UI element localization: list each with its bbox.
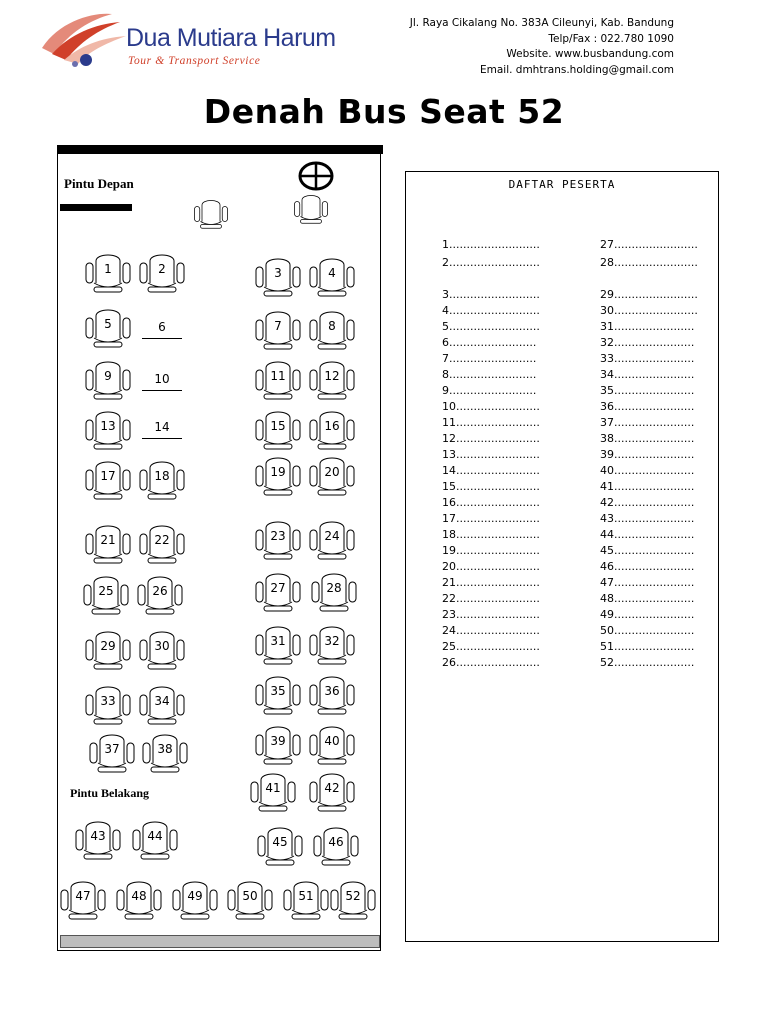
seat-number: 46: [328, 835, 344, 849]
bus-top-bar: [57, 145, 383, 154]
seat-24: [304, 516, 360, 568]
seat-52: [325, 876, 381, 928]
participant-row: 38.......................: [600, 432, 695, 445]
seat-20: [304, 452, 360, 504]
seat-3: [250, 253, 306, 305]
seat-number: 26: [152, 584, 168, 598]
seat-46: [308, 822, 364, 874]
brand-tagline: Tour & Transport Service: [128, 55, 261, 67]
participant-row: 8.........................: [442, 368, 537, 381]
seat-32: [304, 621, 360, 673]
participant-row: 46.......................: [600, 560, 695, 573]
seat-number: 17: [100, 469, 116, 483]
participant-row: 37.......................: [600, 416, 695, 429]
seat-30: [134, 626, 190, 678]
participant-row: 22........................: [442, 592, 540, 605]
participant-row: 50.......................: [600, 624, 695, 637]
seat-15: [250, 406, 306, 458]
seat-number: 45: [272, 835, 288, 849]
seat-number: 31: [270, 634, 286, 648]
participant-row: 14........................: [442, 464, 540, 477]
seat-number: 15: [270, 419, 286, 433]
participant-row: 34.......................: [600, 368, 695, 381]
seat-45: [252, 822, 308, 874]
seat-number: 30: [154, 639, 170, 653]
seat-48: [111, 876, 167, 928]
participant-row: 32.......................: [600, 336, 695, 349]
seat-23: [250, 516, 306, 568]
seat-number: 35: [270, 684, 286, 698]
front-door-bar: [60, 204, 132, 211]
participant-row: 43.......................: [600, 512, 695, 525]
participant-row: 51.......................: [600, 640, 695, 653]
participant-row: 7.........................: [442, 352, 537, 365]
seat-38: [137, 729, 193, 781]
participant-row: 44.......................: [600, 528, 695, 541]
participant-row: 52.......................: [600, 656, 695, 669]
participant-row: 6.........................: [442, 336, 537, 349]
bus-rear-bar: [60, 935, 380, 948]
seat-5: [80, 304, 136, 356]
seat-25: [78, 571, 134, 623]
website-text: Website. www.busbandung.com: [506, 48, 674, 60]
participant-row: 11........................: [442, 416, 540, 429]
participant-row: 29........................: [600, 288, 698, 301]
page-title: Denah Bus Seat 52: [203, 92, 565, 131]
seat-number: 2: [158, 262, 166, 276]
seat-number: 51: [298, 889, 314, 903]
seat-number: 34: [154, 694, 170, 708]
participant-row: 12........................: [442, 432, 540, 445]
seat-number: 44: [147, 829, 163, 843]
seat-22: [134, 520, 190, 572]
logo-swoosh-icon: [40, 10, 130, 72]
contact-info: [410, 16, 674, 78]
participant-row: 2..........................: [442, 256, 540, 269]
participant-row: 25........................: [442, 640, 540, 653]
seat-13: [80, 406, 136, 458]
seat-number: 32: [324, 634, 340, 648]
seat-number: 7: [274, 319, 282, 333]
participant-row: 45.......................: [600, 544, 695, 557]
seat-31: [250, 621, 306, 673]
seat-number: 18: [154, 469, 170, 483]
participant-row: 5..........................: [442, 320, 540, 333]
seat-1: [80, 249, 136, 301]
participant-row: 3..........................: [442, 288, 540, 301]
seat-number: 50: [242, 889, 258, 903]
seat-number: 12: [324, 369, 340, 383]
seat-number: 25: [98, 584, 114, 598]
seat-number: 9: [104, 369, 112, 383]
seat-number: 3: [274, 266, 282, 280]
seat-number: 39: [270, 734, 286, 748]
participant-row: 4..........................: [442, 304, 540, 317]
seat-number: 43: [90, 829, 106, 843]
phone-text: Telp/Fax : 022.780 1090: [548, 32, 674, 45]
crew-seat: [290, 191, 332, 230]
seat-number: 47: [75, 889, 91, 903]
participant-row: 18........................: [442, 528, 540, 541]
participant-row: 40.......................: [600, 464, 695, 477]
participant-row: 21........................: [442, 576, 540, 589]
seat-number: 21: [100, 533, 116, 547]
participant-row: 48.......................: [600, 592, 695, 605]
seat-number: 38: [157, 742, 173, 756]
participant-row: 35.......................: [600, 384, 695, 397]
email-text: Email. dmhtrans.holding@gmail.com: [479, 63, 674, 76]
seat-6: 6: [142, 320, 182, 339]
seat-number: 5: [104, 317, 112, 331]
seat-35: [250, 671, 306, 723]
brand-name: Dua Mutiara Harum: [126, 24, 336, 52]
seat-number: 41: [265, 781, 281, 795]
seat-number: 33: [100, 694, 116, 708]
seat-41: [245, 768, 301, 820]
participant-row: 30........................: [600, 304, 698, 317]
seat-21: [80, 520, 136, 572]
participant-row: 47.......................: [600, 576, 695, 589]
seat-number: 48: [131, 889, 147, 903]
participant-row: 23........................: [442, 608, 540, 621]
seat-number: 11: [270, 369, 286, 383]
seat-number: 42: [324, 781, 340, 795]
seat-18: [134, 456, 190, 508]
address-text: Jl. Raya Cikalang No. 383A Cileunyi, Kab. Bandung: [409, 17, 674, 29]
seat-39: [250, 721, 306, 773]
seat-28: [306, 568, 362, 620]
seat-4: [304, 253, 360, 305]
participant-row: 26........................: [442, 656, 540, 669]
seat-number: 4: [328, 266, 336, 280]
seat-number: 27: [270, 581, 286, 595]
seat-number: 36: [324, 684, 340, 698]
seat-number: 23: [270, 529, 286, 543]
seat-number: 16: [324, 419, 340, 433]
seat-icon: [290, 191, 332, 230]
seat-number: 19: [270, 465, 286, 479]
participant-row: 10........................: [442, 400, 540, 413]
seat-17: [80, 456, 136, 508]
steering-wheel-icon: [298, 161, 334, 191]
seat-36: [304, 671, 360, 723]
seat-12: [304, 356, 360, 408]
seat-49: [167, 876, 223, 928]
seat-44: [127, 816, 183, 868]
seat-number: 1: [104, 262, 112, 276]
crew-seat: [190, 196, 232, 235]
seat-number: 49: [187, 889, 203, 903]
participant-list: [405, 171, 719, 942]
seat-number: 8: [328, 319, 336, 333]
participant-row: 20........................: [442, 560, 540, 573]
seat-14: 14: [142, 420, 182, 439]
participant-row: 33.......................: [600, 352, 695, 365]
participant-row: 17........................: [442, 512, 540, 525]
participant-row: 28........................: [600, 256, 698, 269]
participant-row: 42.......................: [600, 496, 695, 509]
seat-29: [80, 626, 136, 678]
seat-number: 29: [100, 639, 116, 653]
seat-icon: [190, 196, 232, 235]
participant-row: 41.......................: [600, 480, 695, 493]
seat-43: [70, 816, 126, 868]
seat-47: [55, 876, 111, 928]
seat-number: 52: [345, 889, 361, 903]
participant-row: 13........................: [442, 448, 540, 461]
seat-8: [304, 306, 360, 358]
participant-row: 39.......................: [600, 448, 695, 461]
participant-row: 9.........................: [442, 384, 537, 397]
participant-row: 27........................: [600, 238, 698, 251]
seat-16: [304, 406, 360, 458]
rear-door-label: Pintu Belakang: [70, 786, 150, 800]
seat-40: [304, 721, 360, 773]
seat-number: 13: [100, 419, 116, 433]
seat-number: 22: [154, 533, 170, 547]
participant-row: 36.......................: [600, 400, 695, 413]
bus-layout: [57, 145, 381, 951]
participant-row: 31.......................: [600, 320, 695, 333]
seat-number: 20: [324, 465, 340, 479]
seat-33: [80, 681, 136, 733]
seat-37: [84, 729, 140, 781]
seat-34: [134, 681, 190, 733]
seat-number: 28: [326, 581, 342, 595]
seat-50: [222, 876, 278, 928]
seat-2: [134, 249, 190, 301]
front-door-label: Pintu Depan: [64, 176, 134, 191]
seat-19: [250, 452, 306, 504]
seat-10: 10: [142, 372, 182, 391]
participant-row: 16........................: [442, 496, 540, 509]
participant-row: 24........................: [442, 624, 540, 637]
participant-row: 49.......................: [600, 608, 695, 621]
seat-26: [132, 571, 188, 623]
seat-number: 40: [324, 734, 340, 748]
participant-row: 15........................: [442, 480, 540, 493]
participant-row: 1..........................: [442, 238, 540, 251]
seat-7: [250, 306, 306, 358]
seat-number: 37: [104, 742, 120, 756]
seat-9: [80, 356, 136, 408]
participant-list-title: DAFTAR PESERTA: [508, 178, 616, 191]
seat-27: [250, 568, 306, 620]
seat-number: 24: [324, 529, 340, 543]
seat-11: [250, 356, 306, 408]
seat-42: [304, 768, 360, 820]
participant-row: 19........................: [442, 544, 540, 557]
company-logo: [40, 10, 336, 72]
